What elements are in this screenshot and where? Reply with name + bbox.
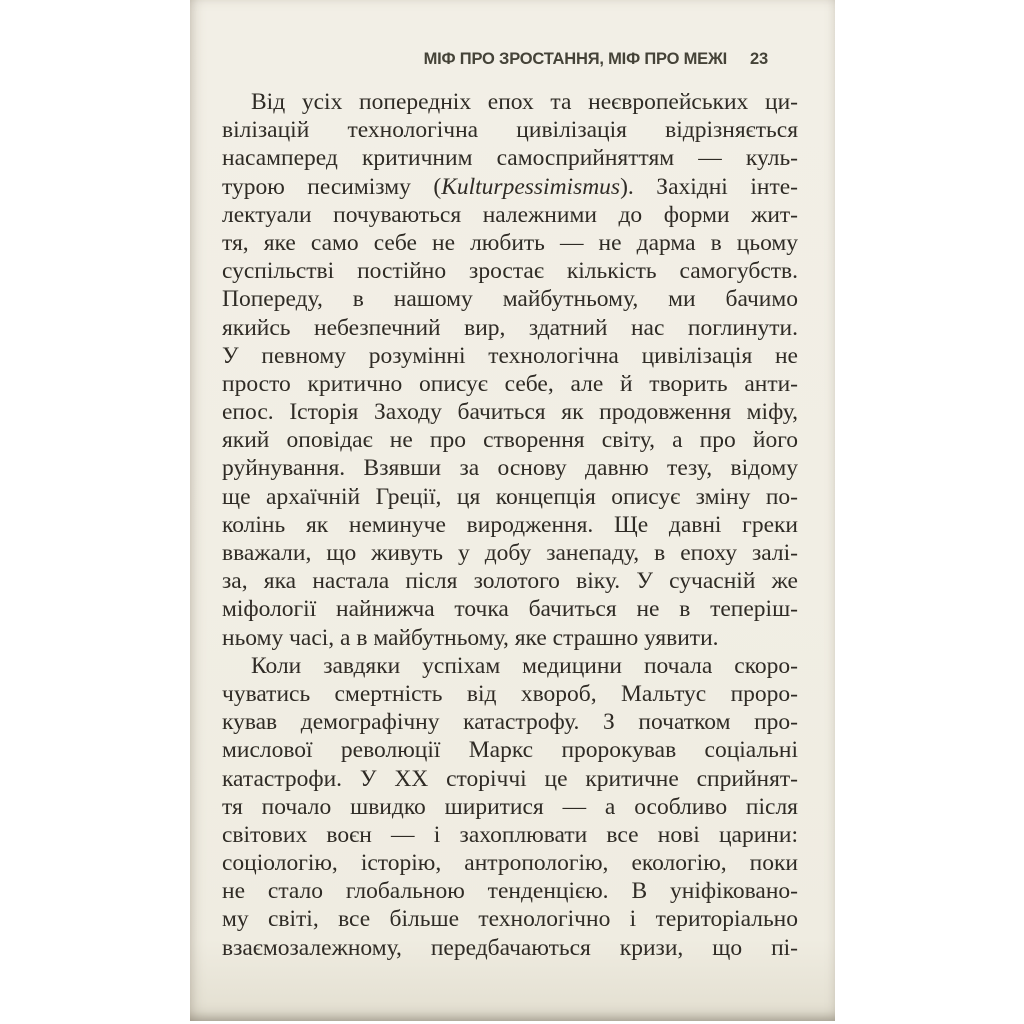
text-line bbox=[222, 905, 798, 933]
text-segment: не стало глобальною тенденцією. В уніфіковано- bbox=[222, 878, 798, 905]
text-line bbox=[222, 483, 798, 511]
text-line bbox=[222, 821, 798, 849]
text-segment: насамперед критичним самосприйняттям — куль- bbox=[222, 145, 798, 172]
text-line bbox=[222, 539, 798, 567]
text-line bbox=[222, 370, 798, 398]
text-segment: Від усіх попередніх епох та неєвропейських ци- bbox=[251, 89, 798, 115]
text-segment: Попереду, в нашому майбутньому, ми бачимо bbox=[222, 286, 798, 313]
text-segment: світових воєн — і захоплювати все нові царини: bbox=[222, 821, 798, 848]
text-segment: взаємозалежному, передбачаються кризи, що пі- bbox=[222, 934, 798, 961]
text-segment: суспільстві постійно зростає кількість самогубств. bbox=[222, 258, 798, 285]
text-segment: катастрофи. У XX сторіччі це критичне сприйнят- bbox=[222, 765, 798, 792]
text-line bbox=[222, 680, 798, 708]
text-line bbox=[222, 426, 798, 454]
text-line bbox=[222, 595, 798, 623]
text-segment: мислової революції Маркс пророкував соціальні bbox=[222, 737, 798, 764]
running-header-title: МІФ ПРО ЗРОСТАННЯ, МІФ ПРО МЕЖІ bbox=[423, 50, 728, 68]
text-segment: ньому часі, а в майбутньому, яке страшно уявити. bbox=[222, 624, 719, 651]
text-line bbox=[222, 736, 798, 764]
text-line bbox=[222, 201, 798, 229]
text-segment: який оповідає не про створення світу, а про його bbox=[222, 427, 798, 454]
text-line bbox=[222, 88, 798, 116]
text-segment: му світі, все більше технологічно і територіально bbox=[222, 906, 798, 933]
text-line bbox=[222, 173, 798, 201]
text-segment: руйнування. Взявши за основу давню тезу, відому bbox=[222, 455, 798, 482]
text-line bbox=[222, 624, 798, 652]
text-line bbox=[222, 849, 798, 877]
text-segment: за, яка настала після золотого віку. У сучасній же bbox=[222, 568, 798, 595]
text-line bbox=[222, 144, 798, 172]
book-page bbox=[190, 0, 835, 1021]
text-line bbox=[222, 314, 798, 342]
italic-term: Kulturpessimismus bbox=[441, 173, 621, 200]
text-line bbox=[222, 652, 798, 680]
text-line bbox=[222, 567, 798, 595]
text-segment: колінь як неминуче виродження. Ще давні греки bbox=[222, 511, 798, 538]
text-line bbox=[222, 285, 798, 313]
body-text-block bbox=[222, 88, 798, 962]
running-header bbox=[424, 50, 768, 69]
text-segment: кував демографічну катастрофу. З початком про- bbox=[222, 709, 798, 736]
text-line bbox=[222, 342, 798, 370]
text-line bbox=[222, 454, 798, 482]
text-line bbox=[222, 793, 798, 821]
text-segment: тя почало швидко ширитися — а особливо після bbox=[222, 793, 798, 820]
text-line bbox=[222, 765, 798, 793]
text-line bbox=[222, 257, 798, 285]
text-segment: ). Західні інте- bbox=[620, 173, 798, 200]
text-line bbox=[222, 116, 798, 144]
text-segment: У певному розумінні технологічна цивілізація не bbox=[222, 342, 798, 369]
text-segment: чуватись смертність від хвороб, Мальтус проро- bbox=[222, 680, 798, 707]
text-line bbox=[222, 229, 798, 257]
text-line bbox=[222, 511, 798, 539]
text-segment: епос. Історія Заходу бачиться як продовження міфу, bbox=[222, 399, 798, 426]
text-segment: вілізацій технологічна цивілізація відрізняється bbox=[222, 117, 798, 144]
text-line bbox=[222, 708, 798, 736]
text-segment: Коли завдяки успіхам медицини почала скоро- bbox=[251, 652, 798, 679]
text-segment: просто критично описує себе, але й творить анти- bbox=[222, 370, 798, 397]
text-segment: турою песимізму ( bbox=[222, 173, 442, 200]
text-segment: міфології найнижча точка бачиться не в теперіш- bbox=[222, 596, 798, 623]
text-line bbox=[222, 934, 798, 962]
text-segment: вважали, що живуть у добу занепаду, в епоху залі- bbox=[222, 540, 798, 566]
text-segment: тя, яке само себе не любить — не дарма в цьому bbox=[222, 229, 798, 256]
text-segment: лектуали почуваються належними до форми жит- bbox=[222, 201, 798, 228]
text-line bbox=[222, 398, 798, 426]
text-segment: ще архаїчній Греції, ця концепція описує зміну по- bbox=[222, 483, 798, 510]
page-number: 23 bbox=[750, 50, 768, 68]
text-line bbox=[222, 877, 798, 905]
text-segment: соціологію, історію, антропологію, екологію, поки bbox=[222, 850, 798, 877]
text-segment: якийсь небезпечний вир, здатний нас поглинути. bbox=[222, 314, 798, 341]
